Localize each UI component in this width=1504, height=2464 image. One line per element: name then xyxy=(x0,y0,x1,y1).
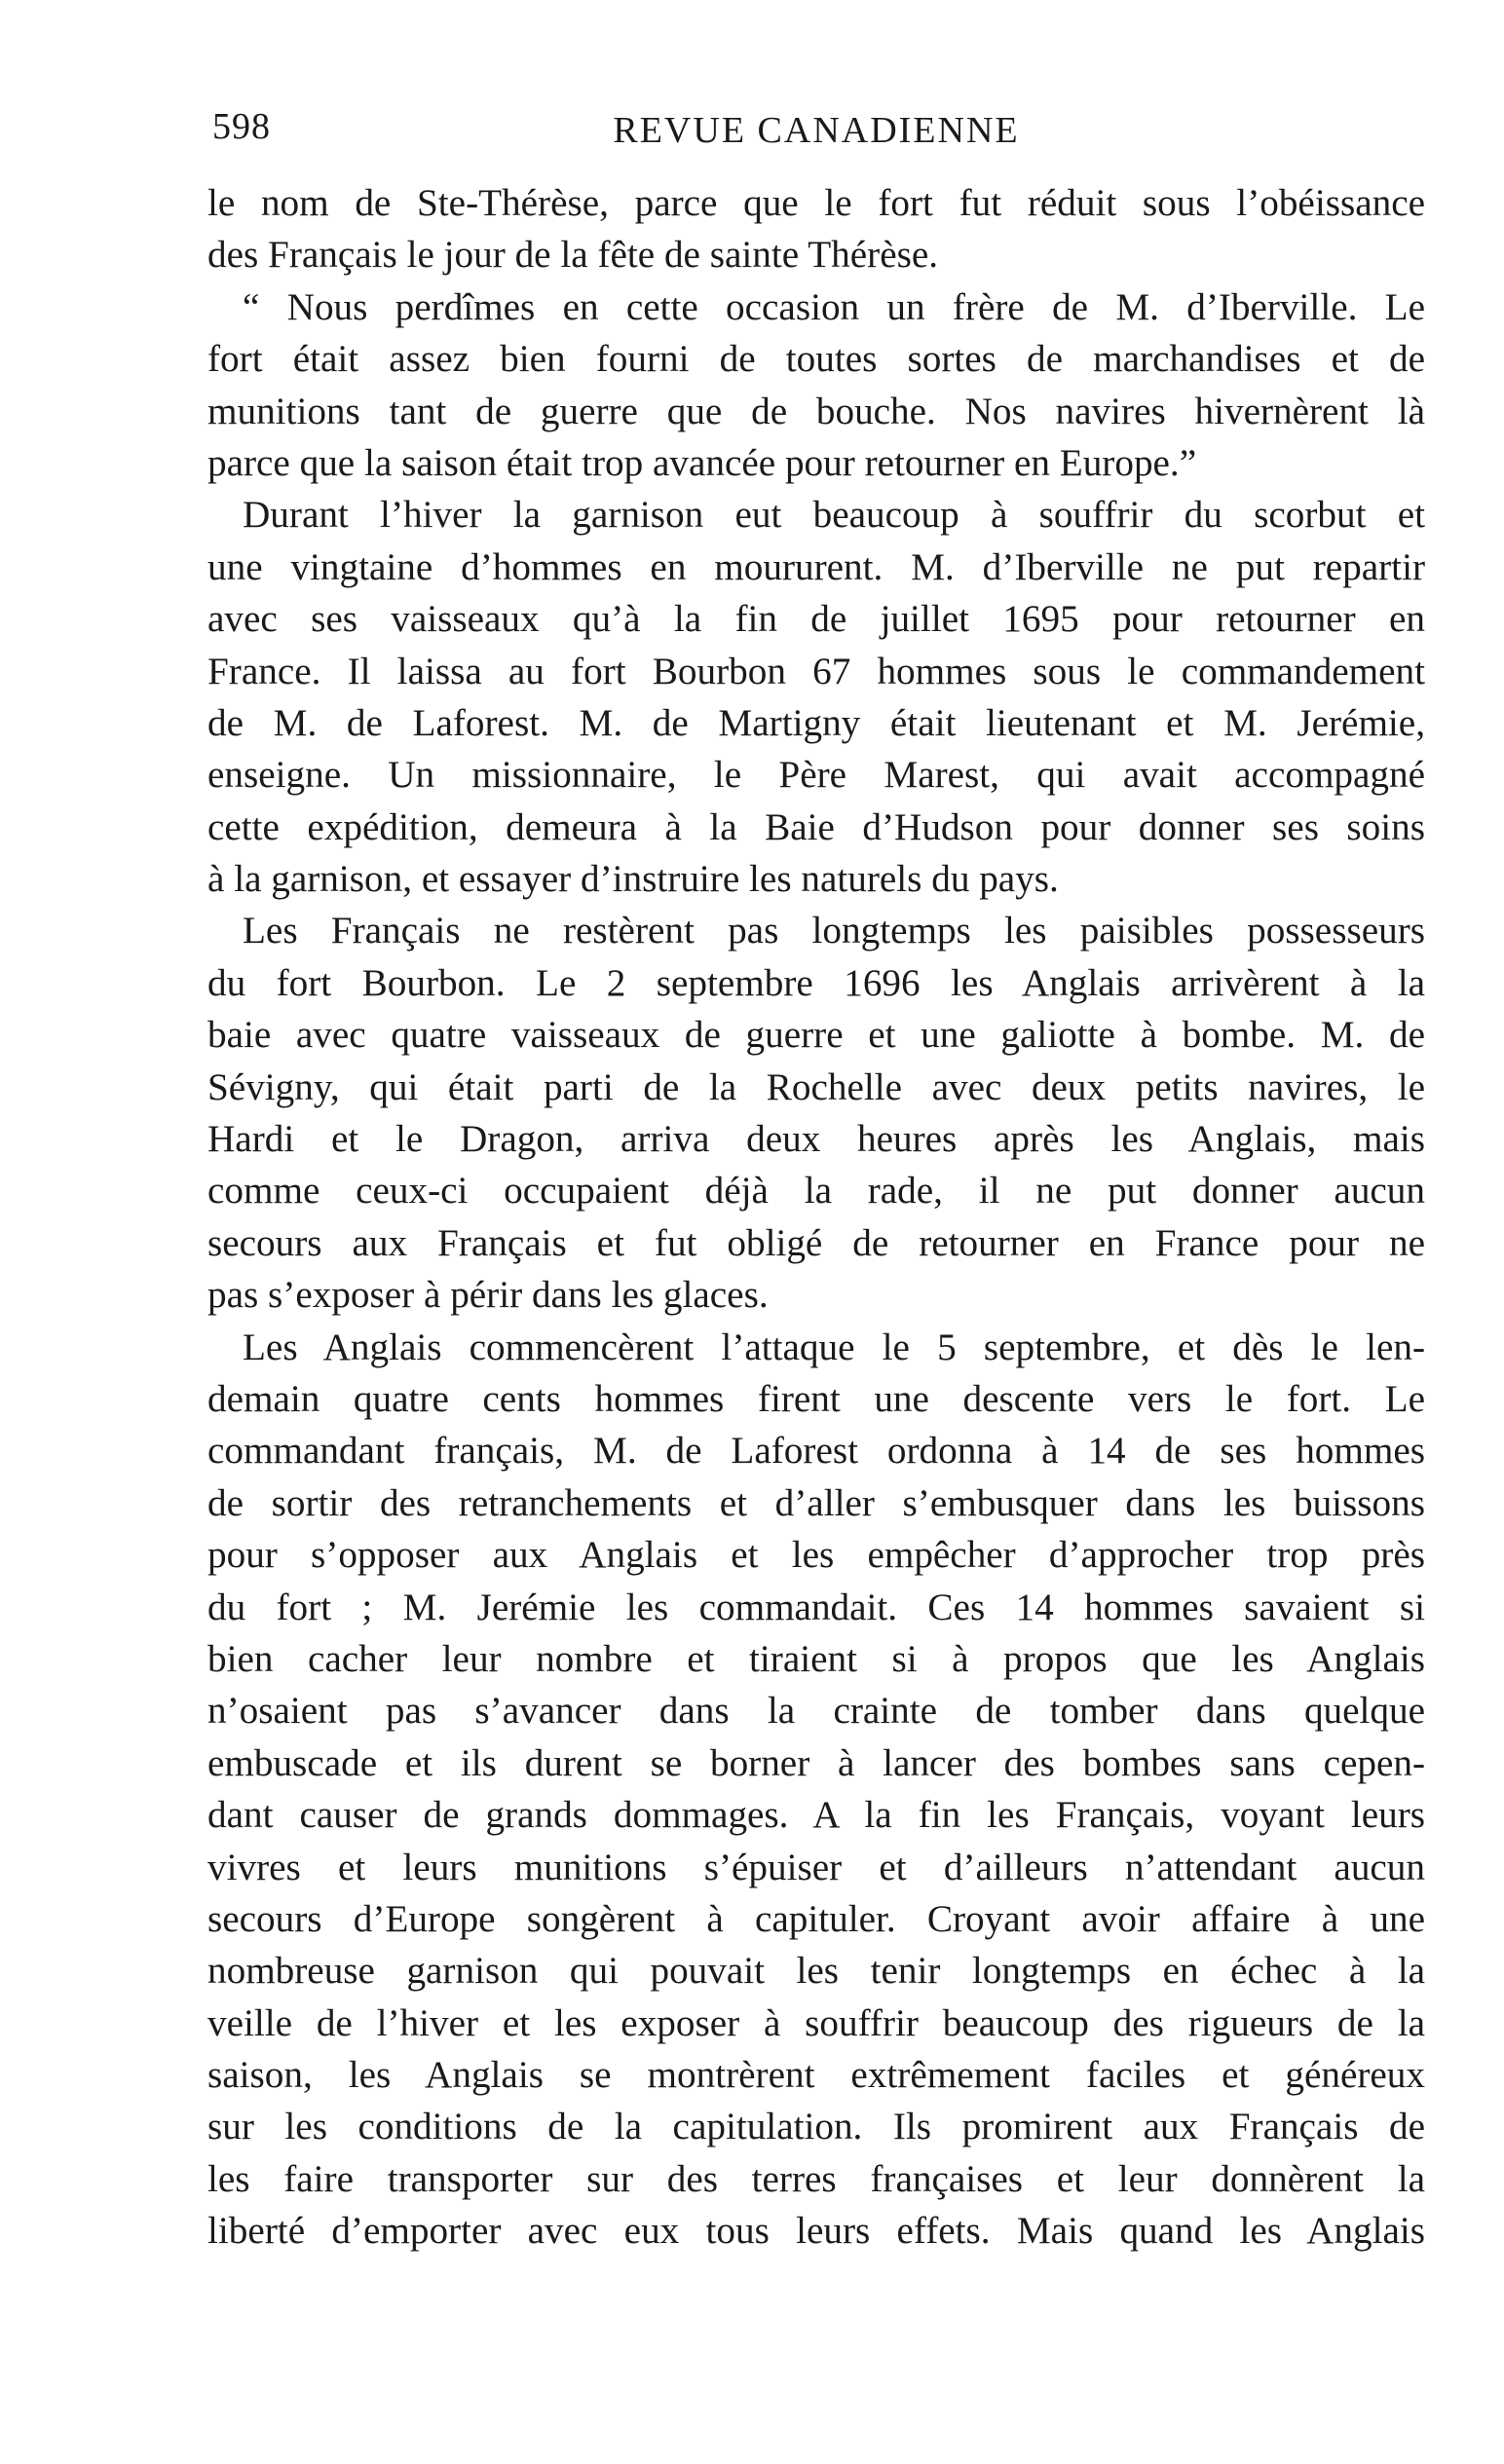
text-line: le nom de Ste-Thérèse, parce que le fort fut réduit sous l’obéissance xyxy=(207,182,1425,224)
text-line: de M. de Laforest. M. de Martigny était lieutenant et M. Jerémie, xyxy=(207,701,1425,744)
running-head: REVUE CANADIENNE xyxy=(613,110,1020,151)
text-line: enseigne. Un missionnaire, le Père Marest, qui avait accompagné xyxy=(207,754,1425,797)
text-line: du fort Bourbon. Le 2 septembre 1696 les Anglais arrivèrent à la xyxy=(207,961,1425,1004)
text-line: n’osaient pas s’avancer dans la crainte de tomber dans quelque xyxy=(207,1690,1425,1733)
body-text xyxy=(207,177,1425,2258)
text-line: veille de l’hiver et les exposer à souffrir beaucoup des rigueurs de la xyxy=(207,2001,1425,2044)
page-number: 598 xyxy=(212,106,271,147)
text-line: avec ses vaisseaux qu’à la fin de juillet 1695 pour retourner en xyxy=(207,598,1425,641)
text-line: Hardi et le Dragon, arriva deux heures après les Anglais, mais xyxy=(207,1118,1425,1161)
text-line: fort était assez bien fourni de toutes sortes de marchandises et de xyxy=(207,338,1425,381)
text-line: demain quatre cents hommes firent une descente vers le fort. Le xyxy=(207,1377,1425,1420)
text-line: nombreuse garnison qui pouvait les tenir longtemps en échec à la xyxy=(207,1950,1425,1993)
text-line: les faire transporter sur des terres françaises et leur donnèrent la xyxy=(207,2157,1425,2200)
text-line: sur les conditions de la capitulation. Ils promirent aux Français de xyxy=(207,2106,1425,2148)
text-line: embuscade et ils durent se borner à lancer des bombes sans cepen- xyxy=(207,1741,1425,1784)
text-line: cette expédition, demeura à la Baie d’Hudson pour donner ses soins xyxy=(207,805,1425,848)
page-header xyxy=(212,105,1420,164)
text-line: saison, les Anglais se montrèrent extrêmement faciles et généreux xyxy=(207,2054,1425,2097)
text-line: une vingtaine d’hommes en moururent. M. d’Iberville ne put repartir xyxy=(207,545,1425,588)
text-line: commandant français, M. de Laforest ordonna à 14 de ses hommes xyxy=(207,1430,1425,1473)
text-line: Les Anglais commencèrent l’attaque le 5 septembre, et dès le len- xyxy=(243,1325,1425,1368)
text-line: pour s’opposer aux Anglais et les empêcher d’approcher trop près xyxy=(207,1534,1425,1577)
text-line: à la garnison, et essayer d’instruire les naturels du pays. xyxy=(207,858,1059,901)
text-line: des Français le jour de la fête de sainte Thérèse. xyxy=(207,234,939,277)
text-line: munitions tant de guerre que de bouche. Nos navires hivernèrent là xyxy=(207,390,1425,432)
text-line: dant causer de grands dommages. A la fin les Français, voyant leurs xyxy=(207,1794,1425,1837)
text-line: secours aux Français et fut obligé de retourner en France pour ne xyxy=(207,1221,1425,1264)
text-line: baie avec quatre vaisseaux de guerre et une galiotte à bombe. M. de xyxy=(207,1014,1425,1057)
text-line: comme ceux-ci occupaient déjà la rade, il ne put donner aucun xyxy=(207,1170,1425,1213)
text-line: Les Français ne restèrent pas longtemps les paisibles possesseurs xyxy=(243,910,1425,952)
text-line: pas s’exposer à périr dans les glaces. xyxy=(207,1274,769,1317)
text-line: Sévigny, qui était parti de la Rochelle avec deux petits navires, le xyxy=(207,1065,1425,1108)
text-line: France. Il laissa au fort Bourbon 67 hommes sous le commandement xyxy=(207,650,1425,692)
text-line: parce que la saison était trop avancée pour retourner en Europe.” xyxy=(207,441,1197,484)
text-line: vivres et leurs munitions s’épuiser et d’ailleurs n’attendant aucun xyxy=(207,1846,1425,1888)
text-line: du fort ; M. Jerémie les commandait. Ces 14 hommes savaient si xyxy=(207,1586,1425,1628)
text-line: Durant l’hiver la garnison eut beaucoup à souffrir du scorbut et xyxy=(243,494,1425,537)
text-line: bien cacher leur nombre et tiraient si à propos que les Anglais xyxy=(207,1637,1425,1680)
text-line: de sortir des retranchements et d’aller s’embusquer dans les buissons xyxy=(207,1481,1425,1524)
text-line: liberté d’emporter avec eux tous leurs effets. Mais quand les Anglais xyxy=(207,2210,1425,2253)
text-line: “ Nous perdîmes en cette occasion un frère de M. d’Iberville. Le xyxy=(243,285,1425,328)
text-line: secours d’Europe songèrent à capituler. Croyant avoir affaire à une xyxy=(207,1897,1425,1940)
